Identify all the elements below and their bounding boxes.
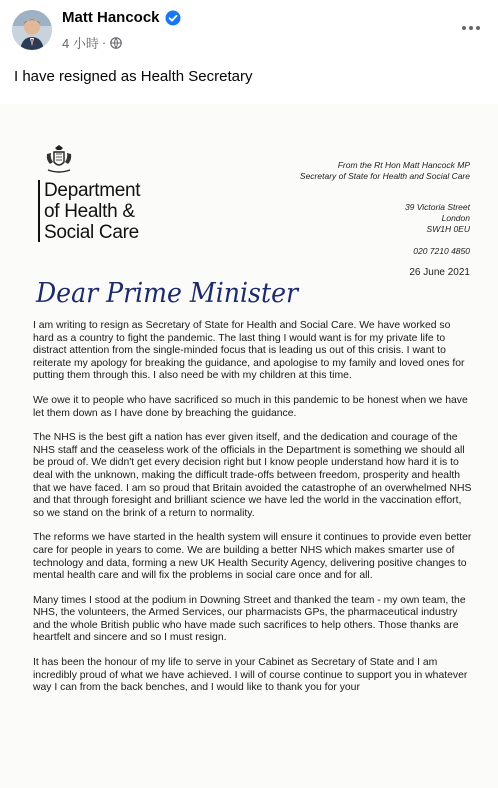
letter-phone: 020 7210 4850 <box>413 246 470 256</box>
verified-badge-icon <box>165 10 181 26</box>
letter-paragraph: We owe it to people who have sacrificed so much in this pandemic to be honest when we have let them down as I have done by breaching the guidance. <box>33 394 468 419</box>
letter-paragraph: The NHS is the best gift a nation has ever given itself, and the dedication and courage of the NHS staff and the ceaseless work of the officials in the Department is something we should all be proud of. We didn't get every decision right but I know people understand how hard it is to deal with the unknown, making the difficult trade-offs between freedom, prosperity and health that we have faced. I am so proud that Britain avoided the catastrophe of an overwhelmed NHS and that through foresight and brilliant science we have led the world in the vaccination effort, so we stand on the brink of a return to normality. <box>33 432 472 519</box>
letter-from <box>300 160 470 182</box>
letter-paragraph: Many times I stood at the podium in Downing Street and thanked the team - my own team, the NHS, the volunteers, the Armed Services, our pharmacists GPs, the pharmaceutical industry and the whole British public who have made such sacrifices to help others. Those thanks are heartfelt and sincere and so I must resign. <box>33 594 466 644</box>
letter-address <box>405 202 470 235</box>
avatar[interactable] <box>12 10 52 50</box>
more-options-icon[interactable] <box>458 18 484 38</box>
post-time[interactable]: 4 小時 <box>62 36 99 51</box>
salutation-text: Dear Prime Minister <box>35 278 300 309</box>
address-line-3: SW1H 0EU <box>426 224 470 234</box>
department-logo-bar <box>38 180 40 242</box>
letter-body <box>33 320 473 707</box>
avatar-image <box>12 10 52 50</box>
globe-icon[interactable] <box>110 37 122 49</box>
letter-paragraph: The reforms we have started in the health system will ensure it continues to provide even better care for people in years to come. We are building a better NHS which makes smarter use of technology and data, forming a new UK Health Security Agency, delivering positive changes to mental health care and will fix the problems in social care once and for all. <box>33 532 472 582</box>
letter-paragraph: It has been the honour of my life to serve in your Cabinet as Secretary of State and I am incredibly proud of what we have achieved. I will of course continue to support you in whatever way I can from the back benches, and I would like to thank you for your <box>33 657 468 694</box>
post-text: I have resigned as Health Secretary <box>14 68 253 85</box>
author-name[interactable]: Matt Hancock <box>62 9 160 26</box>
address-line-2: London <box>441 213 470 223</box>
from-line-2: Secretary of State for Health and Social Care <box>299 171 470 181</box>
post-meta <box>62 33 122 52</box>
letter-date: 26 June 2021 <box>409 267 470 278</box>
handwritten-salutation <box>34 270 304 314</box>
department-logo-text <box>44 180 140 243</box>
letter-image[interactable] <box>0 104 498 788</box>
royal-coat-of-arms-icon <box>44 144 74 176</box>
dept-line-2: of Health & <box>44 201 135 222</box>
from-line-1: From the Rt Hon Matt Hancock MP <box>337 160 470 170</box>
address-line-1: 39 Victoria Street <box>404 202 470 212</box>
meta-separator: · <box>101 35 107 50</box>
letter-paragraph: I am writing to resign as Secretary of State for Health and Social Care. We have worked so hard as a country to fight the pandemic. The last thing I would want is for my private life to distract attention from the single-minded focus that is leading us out of this crisis. I want to reiterate my apology for breaking the guidance, and apologise to my family and loved ones for putting them through this. I also need be with my children at this time. <box>33 320 465 382</box>
author-name-row <box>62 9 181 26</box>
dept-line-1: Department <box>44 180 141 201</box>
post-header <box>0 0 498 62</box>
dept-line-3: Social Care <box>44 222 139 243</box>
